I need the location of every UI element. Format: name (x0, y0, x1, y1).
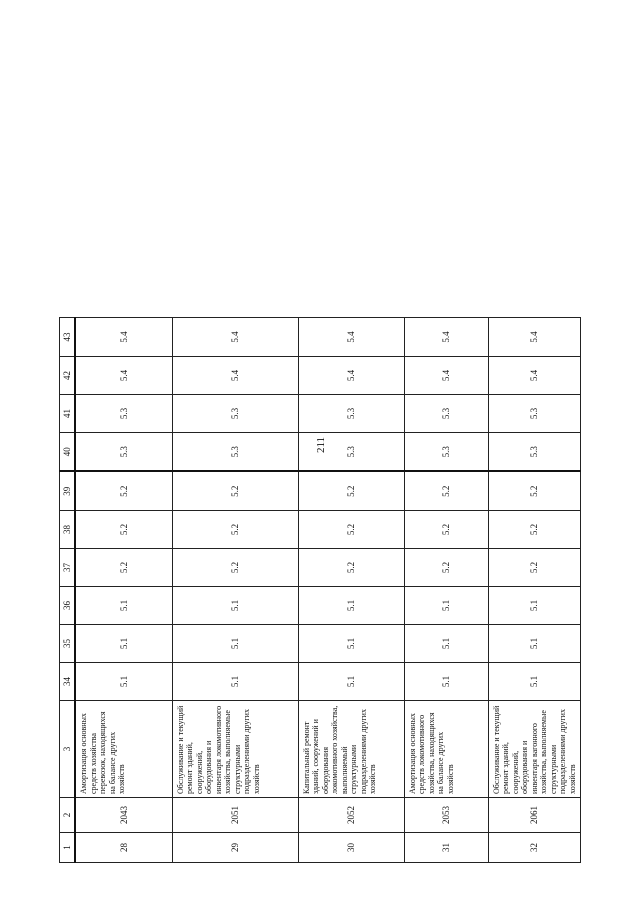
row-code: 2043 (75, 798, 172, 833)
value-cell: 5.2 (488, 549, 581, 587)
row-description: Обслуживание и текущий ремонт зданий, сооружений, оборудования и инвентаря вагонного хозяйства, выполняемые структурными подразделениями других хозяйств (488, 701, 581, 798)
value-cell: 5.4 (75, 318, 172, 357)
header-cell: 1 (60, 833, 76, 863)
value-cell: 5.4 (172, 357, 298, 395)
table-row (75, 318, 172, 863)
value-cell: 5.1 (404, 625, 488, 663)
value-cell: 5.3 (488, 395, 581, 433)
value-cell: 5.2 (75, 549, 172, 587)
table-row (172, 318, 298, 863)
row-code: 2061 (488, 798, 581, 833)
value-cell: 5.2 (488, 472, 581, 511)
page-number: 211 (315, 436, 327, 454)
value-cell: 5.1 (298, 625, 404, 663)
value-cell: 5.3 (404, 433, 488, 472)
value-cell: 5.2 (298, 472, 404, 511)
value-cell: 5.2 (298, 549, 404, 587)
header-cell: 41 (60, 395, 76, 433)
value-cell: 5.1 (404, 587, 488, 625)
value-cell: 5.2 (172, 549, 298, 587)
value-cell: 5.2 (404, 511, 488, 549)
value-cell: 5.3 (172, 433, 298, 472)
value-cell: 5.4 (404, 318, 488, 357)
value-cell: 5.3 (75, 433, 172, 472)
row-code: 2053 (404, 798, 488, 833)
header-cell: 36 (60, 587, 76, 625)
value-cell: 5.4 (298, 357, 404, 395)
row-number: 30 (298, 833, 404, 863)
value-cell: 5.1 (75, 625, 172, 663)
table-row (298, 318, 404, 863)
value-cell: 5.1 (298, 587, 404, 625)
value-cell: 5.1 (488, 625, 581, 663)
header-cell: 2 (60, 798, 76, 833)
row-description: Обслуживание и текущий ремонт зданий, сооружений, оборудования и инвентаря локомотивного хозяйства, выполняемые структурными подразделениями других хозяйств (172, 701, 298, 798)
rotated-table-wrapper (59, 318, 577, 863)
header-cell: 3 (60, 701, 76, 798)
value-cell: 5.1 (298, 663, 404, 701)
value-cell: 5.2 (172, 511, 298, 549)
value-cell: 5.1 (488, 587, 581, 625)
value-cell: 5.1 (75, 663, 172, 701)
value-cell: 5.4 (488, 318, 581, 357)
value-cell: 5.1 (404, 663, 488, 701)
value-cell: 5.2 (404, 549, 488, 587)
value-cell: 5.1 (172, 663, 298, 701)
header-cell: 39 (60, 472, 76, 511)
header-cell: 37 (60, 549, 76, 587)
value-cell: 5.1 (172, 587, 298, 625)
value-cell: 5.3 (404, 395, 488, 433)
value-cell: 5.3 (75, 395, 172, 433)
value-cell: 5.4 (75, 357, 172, 395)
value-cell: 5.2 (75, 472, 172, 511)
table-row (488, 318, 581, 863)
header-row (60, 318, 76, 863)
cost-allocation-table (59, 317, 581, 863)
row-number: 31 (404, 833, 488, 863)
table-row (404, 318, 488, 863)
row-description: Амортизация основных средств локомотивного хозяйства, находящихся на балансе других хозяйств (404, 701, 488, 798)
header-cell: 43 (60, 318, 76, 357)
header-cell: 38 (60, 511, 76, 549)
value-cell: 5.2 (488, 511, 581, 549)
value-cell: 5.1 (172, 625, 298, 663)
value-cell: 5.3 (172, 395, 298, 433)
row-number: 29 (172, 833, 298, 863)
row-description: Амортизация основных средств хозяйства перевозок, находящихся на балансе других хозяйств (75, 701, 172, 798)
value-cell: 5.3 (488, 433, 581, 472)
value-cell: 5.2 (75, 511, 172, 549)
value-cell: 5.2 (404, 472, 488, 511)
value-cell: 5.1 (488, 663, 581, 701)
value-cell: 5.4 (488, 357, 581, 395)
value-cell: 5.4 (298, 318, 404, 357)
header-cell: 40 (60, 433, 76, 472)
value-cell: 5.4 (172, 318, 298, 357)
header-cell: 34 (60, 663, 76, 701)
value-cell: 5.3 (298, 395, 404, 433)
row-number: 28 (75, 833, 172, 863)
row-description: Капитальный ремонт зданий, сооружений и оборудования локомотивного хозяйства, выполняемый структурными подразделениями других хозяйств (298, 701, 404, 798)
header-cell: 42 (60, 357, 76, 395)
value-cell: 5.2 (172, 472, 298, 511)
row-number: 32 (488, 833, 581, 863)
row-code: 2051 (172, 798, 298, 833)
header-cell: 35 (60, 625, 76, 663)
row-code: 2052 (298, 798, 404, 833)
value-cell: 5.2 (298, 511, 404, 549)
value-cell: 5.3 (298, 433, 404, 472)
value-cell: 5.4 (404, 357, 488, 395)
value-cell: 5.1 (75, 587, 172, 625)
